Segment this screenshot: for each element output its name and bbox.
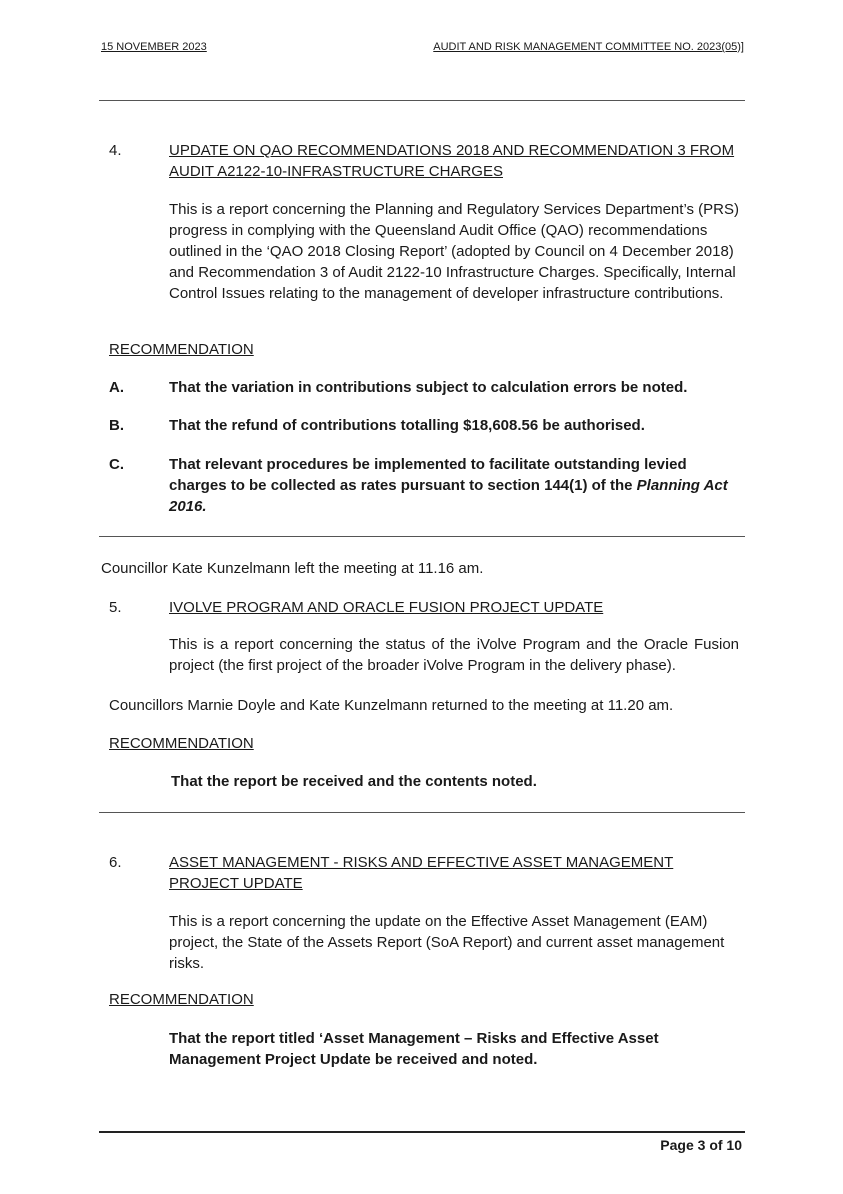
item5-number: 5. bbox=[109, 599, 122, 616]
item4-description: This is a report concerning the Planning and Regulatory Services Department’s (PRS) progress in complying with the Queensland Audit Office (QAO) recommendations outlined in the ‘QAO 2018 Closing Report’ (adopted by Council on 4 December 2018) and Recommendation 3 of Audit 2122-10 Infrastructure Charges. Specifically, Internal Control Issues relating to the management of developer infrastructure contributions. bbox=[169, 201, 739, 302]
item6-recommendation: That the report titled ‘Asset Management – Risks and Effective Asset Management Project Update be received and noted. bbox=[169, 1030, 659, 1068]
item4-rec-c-letter: C. bbox=[109, 456, 124, 473]
item5-recommendation: That the report be received and the contents noted. bbox=[171, 773, 537, 790]
item5-description: This is a report concerning the status of the iVolve Program and the Oracle Fusion project (the first project of the broader iVolve Program in the delivery phase). bbox=[169, 636, 739, 674]
item5-recommendation-heading: RECOMMENDATION bbox=[109, 735, 254, 752]
item4-rec-a-text: That the variation in contributions subject to calculation errors be noted. bbox=[169, 379, 688, 396]
item4-rec-c-text bbox=[169, 454, 739, 517]
page-number: Page 3 of 10 bbox=[660, 1137, 742, 1153]
header-divider bbox=[99, 100, 745, 101]
item6-title: ASSET MANAGEMENT - RISKS AND EFFECTIVE ASSET MANAGEMENT PROJECT UPDATE bbox=[169, 854, 674, 892]
item5-divider bbox=[99, 812, 745, 813]
note-left-meeting: Councillor Kate Kunzelmann left the meeting at 11.16 am. bbox=[101, 560, 484, 577]
header-date: 15 NOVEMBER 2023 bbox=[101, 41, 207, 53]
footer-divider bbox=[99, 1131, 745, 1133]
item4-rec-b-text: That the refund of contributions totalling $18,608.56 be authorised. bbox=[169, 417, 645, 434]
header-committee: AUDIT AND RISK MANAGEMENT COMMITTEE NO. 2023(05)] bbox=[433, 41, 744, 53]
item4-rec-a-letter: A. bbox=[109, 379, 124, 396]
item6-recommendation-heading: RECOMMENDATION bbox=[109, 991, 254, 1008]
item6-number: 6. bbox=[109, 854, 122, 871]
item5-title: IVOLVE PROGRAM AND ORACLE FUSION PROJECT UPDATE bbox=[169, 599, 604, 616]
note-returned: Councillors Marnie Doyle and Kate Kunzelmann returned to the meeting at 11.20 am. bbox=[109, 697, 674, 714]
item6-description: This is a report concerning the update on the Effective Asset Management (EAM) project, the State of the Assets Report (SoA Report) and current asset management risks. bbox=[169, 913, 725, 972]
item4-recommendation-heading: RECOMMENDATION bbox=[109, 341, 254, 358]
item4-divider bbox=[99, 536, 745, 537]
item4-rec-b-letter: B. bbox=[109, 417, 124, 434]
item4-rec-c-act: Planning Act 2016. bbox=[169, 477, 728, 515]
item4-rec-c-main: That relevant procedures be implemented to facilitate outstanding levied charges to be collected as rates pursuant to section 144(1) of the bbox=[169, 456, 687, 494]
item4-title: UPDATE ON QAO RECOMMENDATIONS 2018 AND RECOMMENDATION 3 FROM AUDIT A2122-10-INFRASTRUCTURE CHARGES bbox=[169, 142, 735, 180]
item4-number: 4. bbox=[109, 142, 122, 159]
